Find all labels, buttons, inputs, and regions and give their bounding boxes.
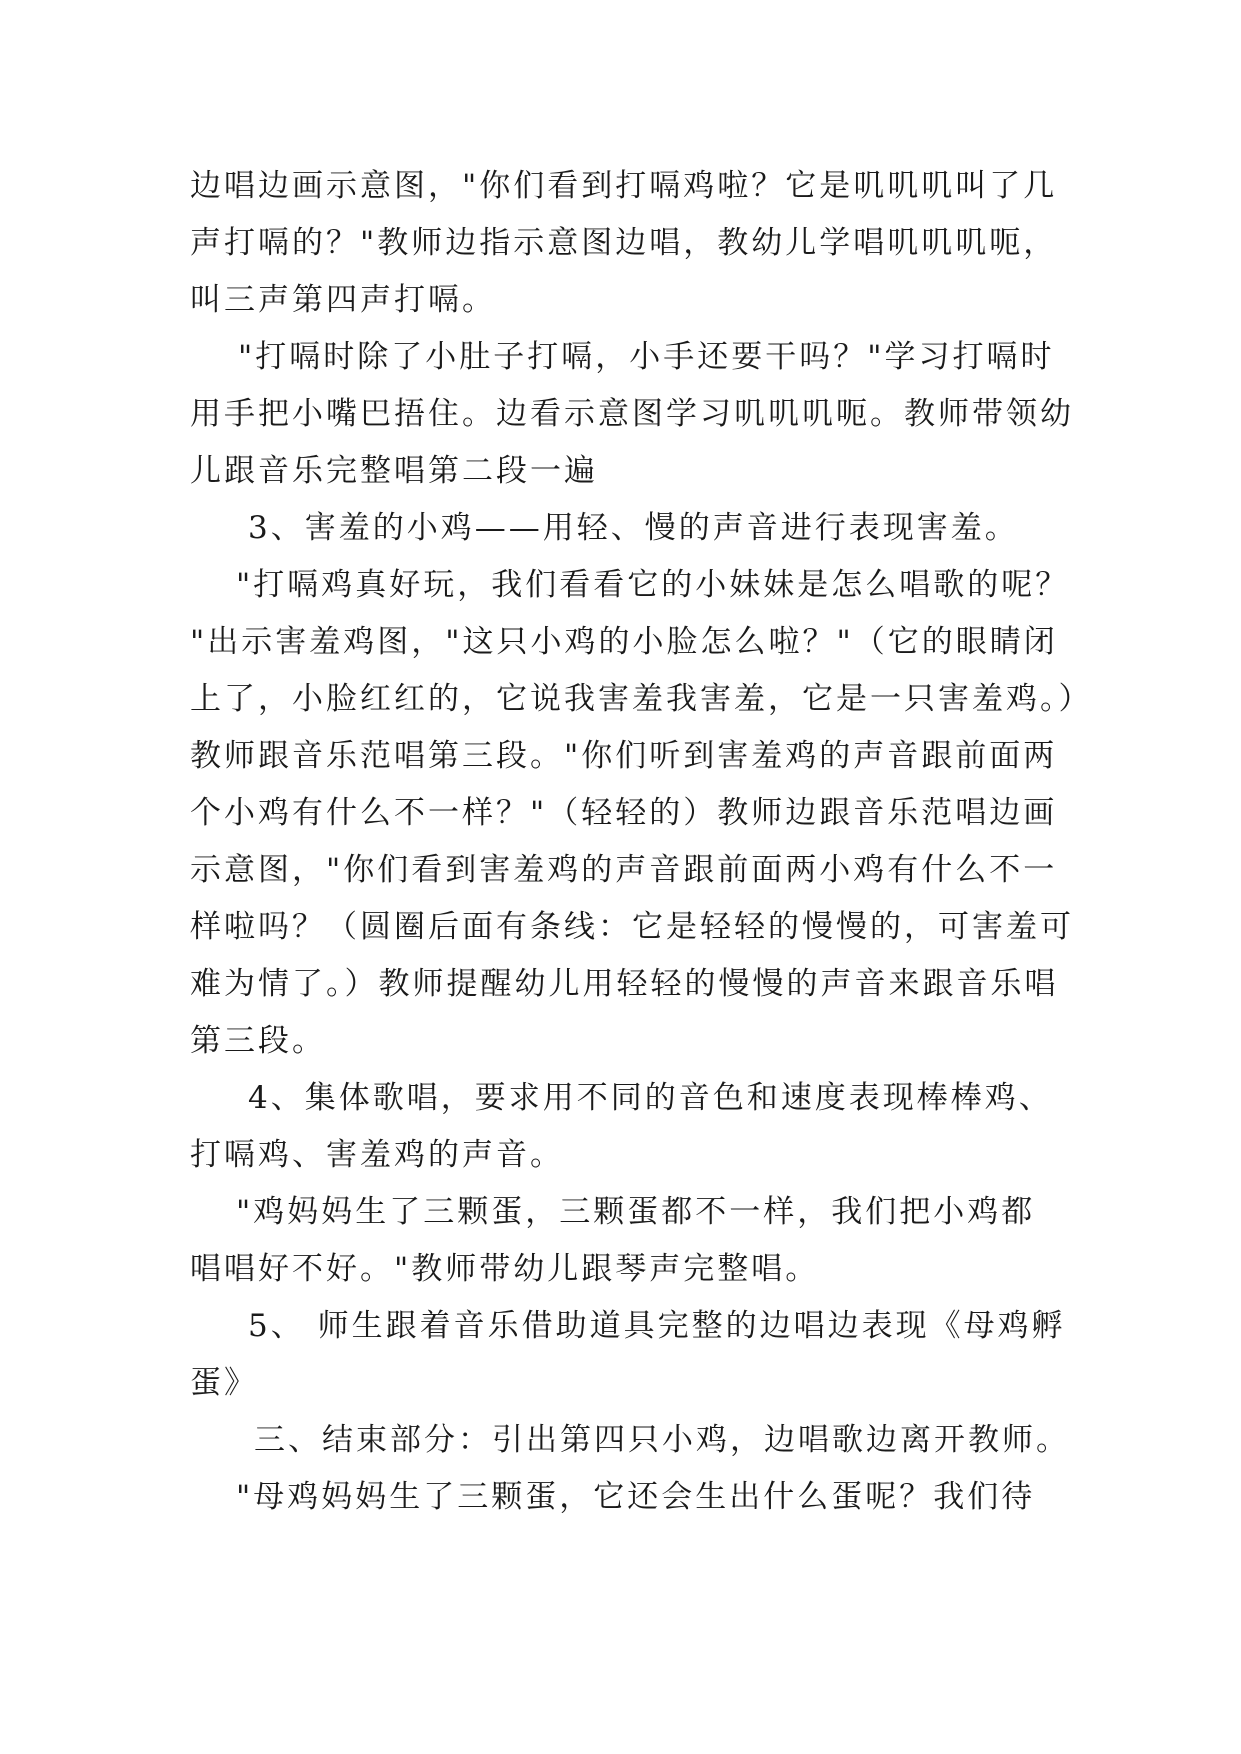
text-line: 个小鸡有什么不一样？"（轻轻的）教师边跟音乐范唱边画 xyxy=(190,795,1058,831)
text-line: 示意图，"你们看到害羞鸡的声音跟前面两小鸡有什么不一 xyxy=(190,852,1058,888)
text-line: "鸡妈妈生了三颗蛋，三颗蛋都不一样，我们把小鸡都 xyxy=(236,1194,1036,1230)
text-line: "打嗝时除了小肚子打嗝，小手还要干吗？"学习打嗝时 xyxy=(238,339,1055,375)
text-line: 上了，小脸红红的，它说我害羞我害羞，它是一只害羞鸡。） xyxy=(190,681,1093,717)
text-line: 三、结束部分：引出第四只小鸡，边唱歌边离开教师。 xyxy=(254,1422,1070,1458)
text-line: 边唱边画示意图，"你们看到打嗝鸡啦？它是叽叽叽叫了几 xyxy=(190,168,1058,204)
text-line: 难为情了。）教师提醒幼儿用轻轻的慢慢的声音来跟音乐唱 xyxy=(190,966,1059,1002)
text-line: 3、害羞的小鸡——用轻、慢的声音进行表现害羞。 xyxy=(248,510,1019,546)
text-line: 声打嗝的？"教师边指示意图边唱，教幼儿学唱叽叽叽呃， xyxy=(190,225,1058,261)
text-line: 第三段。 xyxy=(190,1023,326,1059)
text-line: 打嗝鸡、害羞鸡的声音。 xyxy=(190,1137,564,1173)
text-line: 样啦吗？（圆圈后面有条线：它是轻轻的慢慢的，可害羞可 xyxy=(190,909,1074,945)
text-line: 蛋》 xyxy=(190,1365,258,1401)
text-line: "母鸡妈妈生了三颗蛋，它还会生出什么蛋呢？我们待 xyxy=(236,1479,1036,1515)
text-line: 5、 师生跟着音乐借助道具完整的边唱边表现《母鸡孵 xyxy=(248,1308,1066,1344)
document-body xyxy=(190,158,1093,1526)
text-line: 用手把小嘴巴捂住。边看示意图学习叽叽叽呃。教师带领幼 xyxy=(190,396,1074,432)
text-line: 4、集体歌唱，要求用不同的音色和速度表现棒棒鸡、 xyxy=(248,1080,1053,1116)
text-line: 儿跟音乐完整唱第二段一遍 xyxy=(190,453,598,489)
text-line: 叫三声第四声打嗝。 xyxy=(190,282,496,318)
text-line: 唱唱好不好。"教师带幼儿跟琴声完整唱。 xyxy=(190,1251,820,1287)
text-line: "出示害羞鸡图，"这只小鸡的小脸怎么啦？"（它的眼睛闭 xyxy=(190,624,1058,660)
text-line: 教师跟音乐范唱第三段。"你们听到害羞鸡的声音跟前面两 xyxy=(190,738,1058,774)
text-line: "打嗝鸡真好玩，我们看看它的小妹妹是怎么唱歌的呢？ xyxy=(236,567,1070,603)
